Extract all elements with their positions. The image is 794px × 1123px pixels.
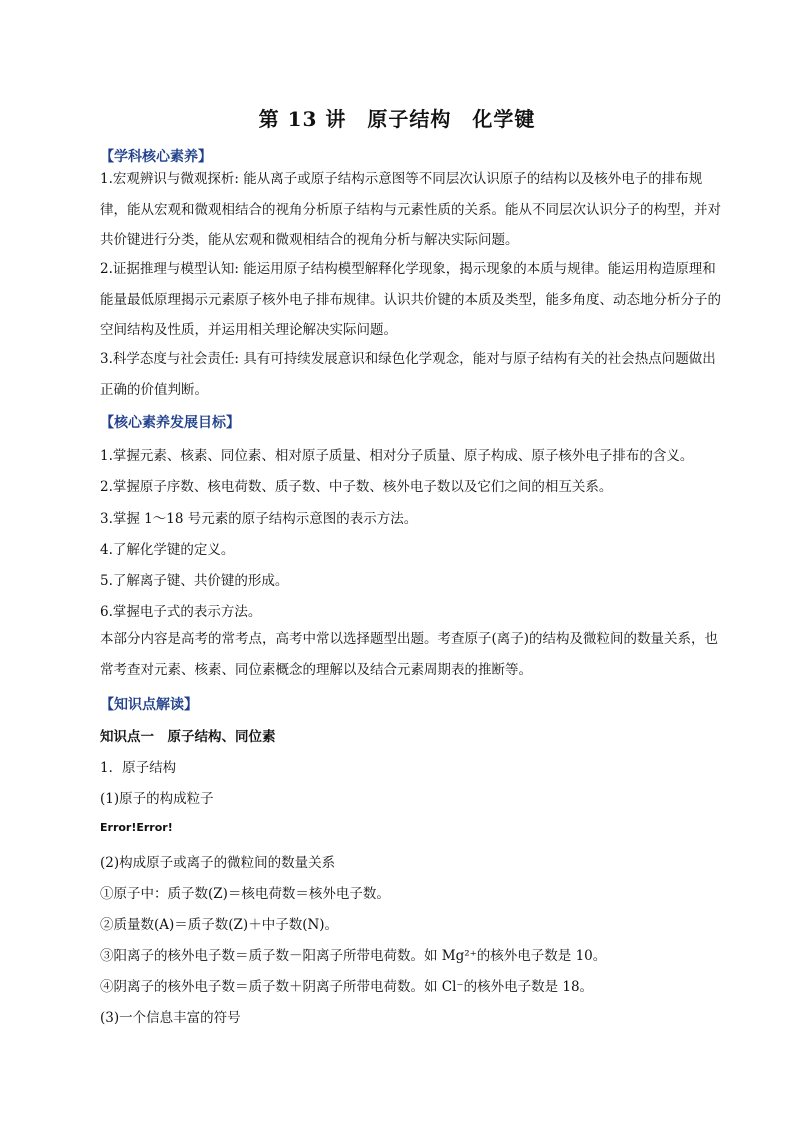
literacy-para-2-text: 2.证据推理与模型认知: 能运用原子结构模型解释化学现象，揭示现象的本质与规律。能运用构造原理和能量最低原理揭示元素原子核外电子排布规律。认识共价键的本质及类型，能多角度、动态地分析分子的空间结构及性质，并运用相关理论解决实际问题。 [100,261,721,338]
subheading-quantity-relations: (2)构成原子或离子的微粒间的数量关系 [100,855,336,871]
goal-item-6: 6.掌握电子式的表示方法。 [100,604,262,620]
literacy-para-1 [100,164,722,256]
literacy-para-1-text: 1.宏观辨识与微观探析: 能从离子或原子结构示意图等不同层次认识原子的结构以及核外电子的排布规律，能从宏观和微观相结合的视角分析原子结构与元素性质的关系。能从不同层次认识分子的构型，并对共价键进行分类，能从宏观和微观相结合的视角分析与解决实际问题。 [100,171,721,248]
knowledge-point-1-heading: 知识点一 原子结构、同位素 [100,729,276,745]
goal-item-5: 5.了解离子键、共价键的形成。 [100,573,289,589]
section-knowledge: 【知识点解读】 [100,697,198,713]
goal-item-2: 2.掌握原子序数、核电荷数、质子数、中子数、核外电子数以及它们之间的相互关系。 [100,479,613,495]
page-title: 第 13 讲 原子结构 化学键 [258,107,536,131]
subheading-atomic-structure: 1．原子结构 [100,760,177,776]
section-core-literacy: 【学科核心素养】 [100,149,212,165]
goal-item-3: 3.掌握 1～18 号元素的原子结构示意图的表示方法。 [100,511,418,527]
relation-2: ②质量数(A)＝质子数(Z)＋中子数(N)。 [100,917,339,933]
goal-item-1: 1.掌握元素、核素、同位素、相对原子质量、相对分子质量、原子构成、原子核外电子排布的含义。 [100,448,694,464]
literacy-para-3-text: 3.科学态度与社会责任: 具有可持续发展意识和绿色化学观念，能对与原子结构有关的社会热点问题做出正确的价值判断。 [100,351,716,398]
relation-3: ③阳离子的核外电子数＝质子数－阳离子所带电荷数。如 Mg²⁺的核外电子数是 10。 [100,948,607,964]
literacy-para-3 [100,344,722,405]
relation-1: ①原子中：质子数(Z)＝核电荷数＝核外电子数。 [100,886,390,902]
goals-summary: 本部分内容是高考的常考点，高考中常以选择题型出题。考查原子(离子)的结构及微粒间的数量关系，也常考查对元素、核素、同位素概念的理解以及结合元素周期表的推断等。 [100,631,719,678]
subheading-atom-particles: (1)原子的构成粒子 [100,791,214,807]
goal-item-4: 4.了解化学键的定义。 [100,542,235,558]
subheading-info-symbol: (3)一个信息丰富的符号 [100,1010,241,1026]
literacy-para-2 [100,254,722,346]
error-placeholder: Error!Error! [100,821,173,834]
relation-4: ④阴离子的核外电子数＝质子数＋阴离子所带电荷数。如 Cl⁻的核外电子数是 18。 [100,979,594,995]
section-goals: 【核心素养发展目标】 [100,415,240,431]
